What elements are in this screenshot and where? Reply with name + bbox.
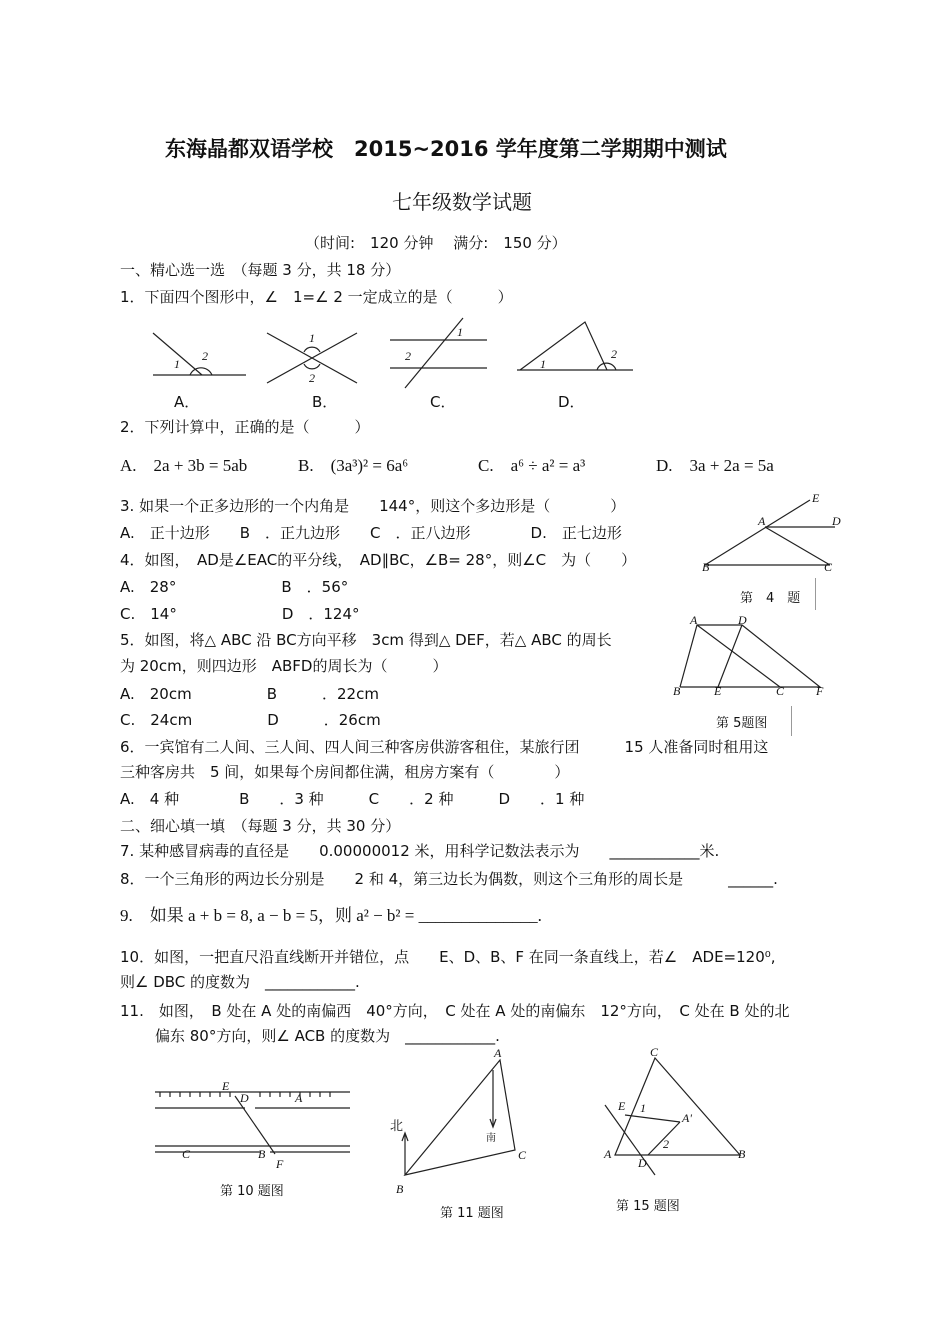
q1-figure-c bbox=[385, 318, 495, 388]
section1-heading: 一、精心选一选 （每题 3 分，共 18 分） bbox=[120, 261, 401, 279]
svg-text:2: 2 bbox=[663, 1137, 669, 1151]
svg-text:A: A bbox=[758, 514, 766, 528]
svg-text:A: A bbox=[690, 613, 698, 627]
q5-line1: 5．如图，将△ ABC 沿 BC方向平移 3cm 得到△ DEF，若△ ABC 的周长 bbox=[120, 631, 612, 649]
q1-figure-a bbox=[150, 328, 250, 388]
svg-text:D: D bbox=[638, 1156, 647, 1170]
fig10-caption: 第 10 题图 bbox=[220, 1184, 284, 1199]
q6-line1: 6．一宾馆有二人间、三人间、四人间三种客房供游客租住，某旅行团 15 人准备同时租用这 bbox=[120, 738, 769, 756]
svg-text:B: B bbox=[702, 560, 710, 574]
q5-options-row2: C. 24cm D ．26cm bbox=[120, 711, 381, 729]
svg-text:A: A bbox=[494, 1046, 502, 1060]
q3-options: A. 正十边形 B ．正九边形 C ．正八边形 D. 正七边形 bbox=[120, 524, 622, 542]
q4-options-row2: C. 14° D ．124° bbox=[120, 605, 360, 623]
svg-text:E: E bbox=[618, 1099, 626, 1113]
svg-text:C: C bbox=[650, 1045, 659, 1059]
q6-line2: 三种客房共 5 间，如果每个房间都住满，租房方案有（ ） bbox=[120, 763, 570, 781]
q9-text: 9. 如果 a + b = 8, a − b = 5，则 a² − b² = ______________. bbox=[120, 906, 542, 925]
fig15-triangle-diagram bbox=[600, 1045, 750, 1175]
q1-label-c: C． bbox=[430, 393, 456, 411]
q2-option-d: D. 3a + 2a = 5a bbox=[656, 456, 774, 475]
q4-caption-rule bbox=[815, 578, 816, 610]
q6-options: A. 4 种 B ．3 种 C ．2 种 D ．1 种 bbox=[120, 790, 585, 808]
q5-caption: 第 5题图 bbox=[716, 716, 768, 731]
q11-line1: 11. 如图， B 处在 A 处的南偏西 40°方向， C 处在 A 处的南偏东 12°方向， C 处在 B 处的北 bbox=[120, 1002, 790, 1020]
q5-options-row1: A. 20cm B ．22cm bbox=[120, 685, 379, 703]
q5-line2: 为 20cm，则四边形 ABFD的周长为（ ） bbox=[120, 657, 448, 675]
svg-text:D: D bbox=[738, 613, 747, 627]
svg-text:1: 1 bbox=[309, 331, 315, 345]
svg-text:1: 1 bbox=[457, 325, 463, 339]
q1-stem: 1．下面四个图形中，∠ 1=∠ 2 一定成立的是（ ） bbox=[120, 288, 513, 306]
q1-figure-d bbox=[515, 318, 645, 378]
svg-text:E: E bbox=[222, 1079, 230, 1093]
q4-stem: 4．如图， AD是∠EAC的平分线， AD∥BC，∠B= 28°，则∠C 为（ ） bbox=[120, 551, 637, 569]
svg-text:A': A' bbox=[682, 1111, 692, 1125]
q4-options-row1: A. 28° B ．56° bbox=[120, 578, 349, 596]
svg-text:A: A bbox=[295, 1091, 303, 1105]
q2-option-a: A. 2a + 3b = 5ab bbox=[120, 456, 248, 475]
q8-text: 8．一个三角形的两边长分别是 2 和 4，第三边长为偶数，则这个三角形的周长是 ______. bbox=[120, 870, 778, 888]
svg-text:C: C bbox=[518, 1148, 527, 1162]
fig11-south-label: 南 bbox=[486, 1133, 496, 1144]
q5-figure bbox=[672, 613, 832, 698]
svg-text:F: F bbox=[276, 1157, 284, 1171]
svg-text:2: 2 bbox=[202, 349, 208, 363]
svg-text:B: B bbox=[258, 1147, 266, 1161]
svg-text:E: E bbox=[812, 491, 820, 505]
q2-stem: 2．下列计算中，正确的是（ ） bbox=[120, 418, 370, 436]
svg-text:B: B bbox=[396, 1182, 404, 1196]
svg-text:D: D bbox=[832, 514, 841, 528]
exam-meta: （时间: 120 分钟 满分: 150 分） bbox=[305, 234, 567, 252]
svg-text:2: 2 bbox=[405, 349, 411, 363]
q3-stem: 3. 如果一个正多边形的一个内角是 144°，则这个多边形是（ ） bbox=[120, 497, 626, 515]
svg-text:F: F bbox=[816, 684, 824, 698]
fig11-bearing-diagram bbox=[390, 1046, 540, 1196]
q1-figure-b bbox=[262, 328, 362, 388]
fig11-caption: 第 11 题图 bbox=[440, 1206, 504, 1221]
q10-line2: 则∠ DBC 的度数为 ____________. bbox=[120, 973, 360, 991]
svg-text:1: 1 bbox=[174, 357, 180, 371]
q11-line2: 偏东 80°方向，则∠ ACB 的度数为 ____________. bbox=[155, 1027, 500, 1045]
svg-text:2: 2 bbox=[309, 371, 315, 385]
q1-label-a: A． bbox=[174, 393, 200, 411]
svg-text:C: C bbox=[824, 560, 833, 574]
fig11-north-label: 北 bbox=[390, 1119, 404, 1134]
svg-text:2: 2 bbox=[611, 347, 617, 361]
q2-option-b: B. (3a³)² = 6a⁶ bbox=[298, 456, 409, 475]
q7-text: 7. 某种感冒病毒的直径是 0.00000012 米，用科学记数法表示为 ____________米. bbox=[120, 842, 720, 860]
q2-option-c: C. a⁶ ÷ a² = a³ bbox=[478, 456, 586, 475]
svg-text:A: A bbox=[604, 1147, 612, 1161]
svg-text:C: C bbox=[776, 684, 785, 698]
svg-text:B: B bbox=[738, 1147, 746, 1161]
q1-label-b: B． bbox=[312, 393, 338, 411]
exam-title: 东海晶都双语学校 2015~2016 学年度第二学期期中测试 bbox=[165, 137, 727, 161]
svg-text:B: B bbox=[673, 684, 681, 698]
svg-text:E: E bbox=[714, 684, 722, 698]
q1-label-d: D． bbox=[558, 393, 585, 411]
q10-line1: 10．如图，一把直尺沿直线断开并错位，点 E、D、B、F 在同一条直线上，若∠ ADE=120⁰, bbox=[120, 948, 776, 966]
fig15-caption: 第 15 题图 bbox=[616, 1199, 680, 1214]
fig10-ruler-diagram bbox=[150, 1078, 350, 1178]
q5-caption-rule bbox=[791, 706, 792, 736]
svg-text:C: C bbox=[182, 1147, 191, 1161]
svg-text:1: 1 bbox=[540, 357, 546, 371]
section2-heading: 二、细心填一填 （每题 3 分，共 30 分） bbox=[120, 817, 401, 835]
q4-caption: 第 4 题 bbox=[740, 591, 801, 606]
svg-text:1: 1 bbox=[640, 1101, 646, 1115]
exam-subtitle: 七年级数学试题 bbox=[392, 190, 532, 214]
q4-figure bbox=[700, 491, 841, 574]
svg-text:D: D bbox=[240, 1091, 249, 1105]
